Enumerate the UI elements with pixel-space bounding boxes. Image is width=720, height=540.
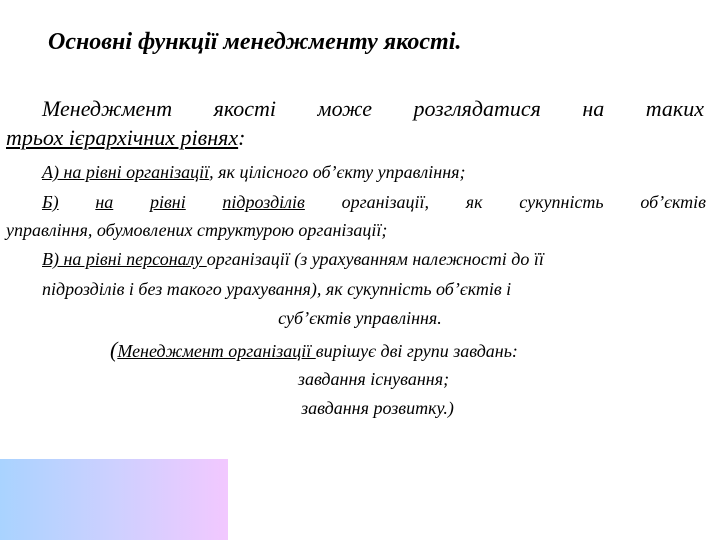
note-line-3: завдання розвитку.) xyxy=(301,398,454,418)
level-b-word: на xyxy=(95,192,114,212)
intro-line-1: Менеджмент якості може розглядатися на таких xyxy=(42,96,704,121)
level-b-word: сукупність xyxy=(519,192,604,212)
level-c-heading: В) на рівні персоналу xyxy=(42,249,207,269)
intro-colon: : xyxy=(238,125,246,150)
level-b-word: Б) xyxy=(42,192,59,212)
note-heading: Менеджмент організації xyxy=(117,341,316,361)
level-b-line-2: управління, обумовлених структурою організації; xyxy=(6,220,388,240)
level-b-word: об’єктів xyxy=(640,192,706,212)
level-b-word: організації, xyxy=(341,192,430,212)
note-text: вирішує дві групи завдань: xyxy=(315,341,518,361)
level-b-word: як xyxy=(465,192,483,212)
hierarchy-levels-text: трьох ієрархічних рівнях xyxy=(6,125,239,150)
level-b-line-1 xyxy=(42,193,706,211)
gradient-decoration xyxy=(0,459,228,540)
level-b-word: рівні xyxy=(149,192,186,212)
level-c-text: організації (з урахуванням належності до її xyxy=(206,249,544,269)
note-open-paren: ( xyxy=(110,337,118,362)
level-a-item xyxy=(42,163,466,181)
level-c-line-2: підрозділів і без такого урахування), як сукупність об’єктів і xyxy=(42,279,512,299)
level-b-word: підрозділів xyxy=(222,192,305,212)
note-line-2: завдання існування; xyxy=(297,369,450,389)
intro-line-2 xyxy=(6,127,245,149)
note-line-1 xyxy=(110,339,518,361)
level-a-heading: А) на рівні організації xyxy=(42,162,210,182)
level-c-line-1 xyxy=(42,250,544,268)
level-c-line-3: суб’єктів управління. xyxy=(278,308,442,328)
level-a-text: , як цілісного об’єкту управління; xyxy=(209,162,466,182)
slide-title: Основні функції менеджменту якості. xyxy=(48,29,462,55)
